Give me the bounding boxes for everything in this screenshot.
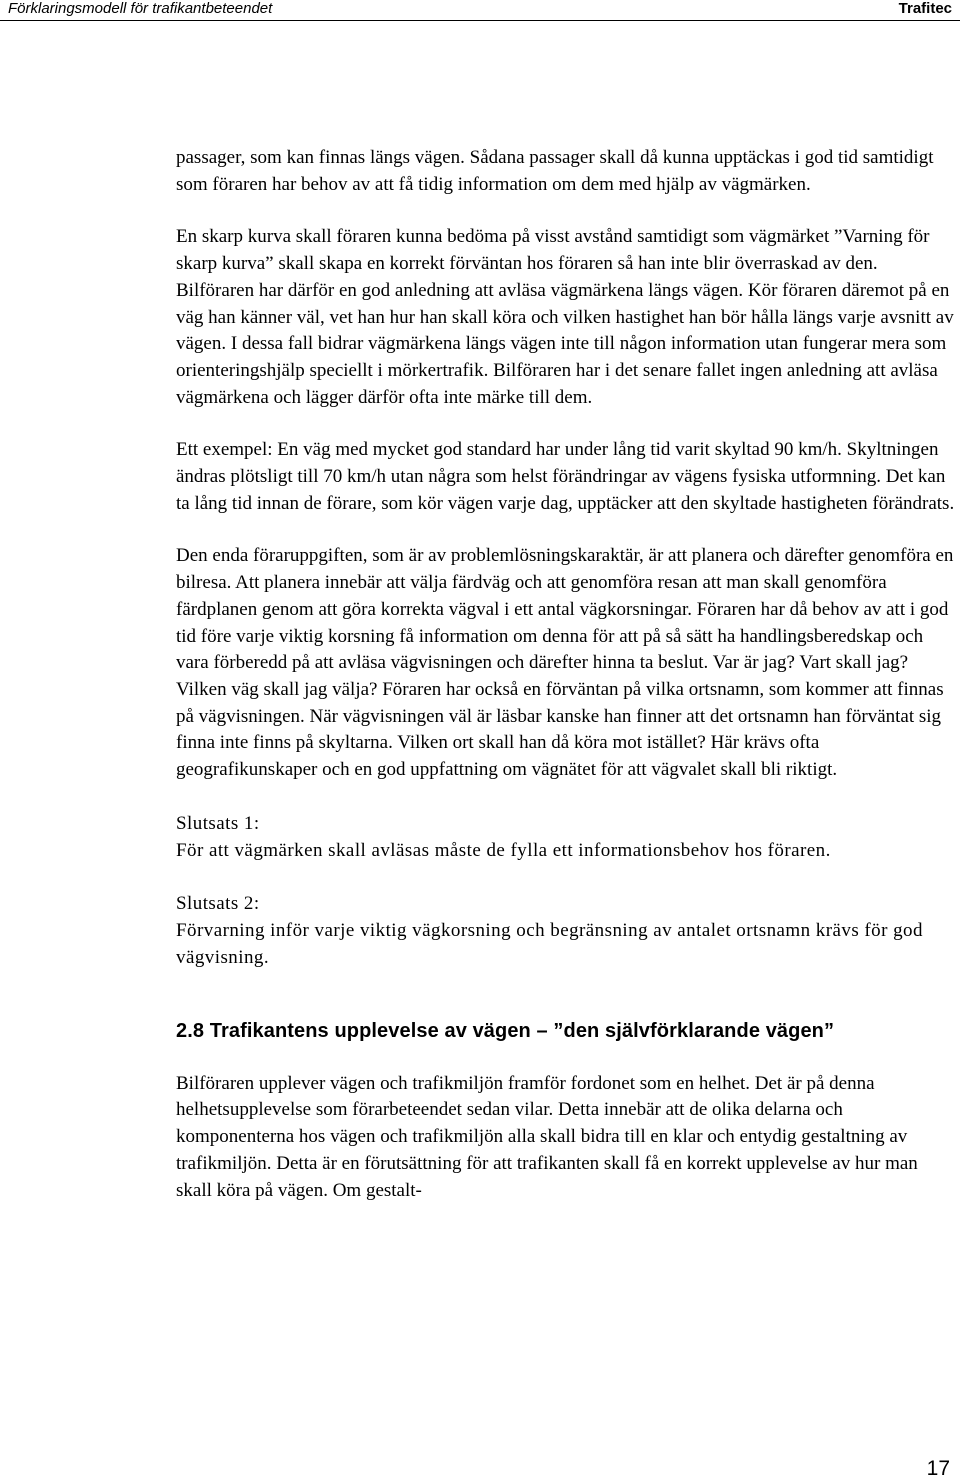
- conclusion-1: [176, 810, 956, 864]
- section-heading: 2.8 Trafikantens upplevelse av vägen – ”den självförklarande vägen”: [176, 1019, 835, 1042]
- conclusion-text: För att vägmärken skall avläsas måste de fylla ett informationsbehov hos föraren.: [176, 839, 831, 861]
- paragraph-passages: passager, som kan finnas längs vägen. Sådana passager skall då kunna upptäckas i god tid samtidigt som föraren har behov av att få tidig information om dem med hjälp av vägmärken.: [176, 147, 934, 195]
- header-document-title: Förklaringsmodell för trafikantbeteendet: [8, 0, 273, 17]
- conclusion-2: [176, 890, 956, 971]
- paragraph-sharp-curve: En skarp kurva skall föraren kunna bedöma på visst avstånd samtidigt som vägmärket ”Varning för skarp kurva” skall skapa en korrekt förväntan hos föraren så han inte blir överraskad av den. Bilföraren har därför en god anledning att avläsa vägmärkena längs vägen. Kör föraren däremot på en väg han känner väl, vet han hur han skall köra och vilken hastighet han bör hålla längs varje avsnitt av vägen. I dessa fall bidrar vägmärkena längs vägen inte till någon information utan fungerar mera som orienteringshjälp speciellt i mörkertrafik. Bilföraren har i det senare fallet ingen anledning att avläsa vägmärkena och lägger därför ofta inte märke till dem.: [176, 226, 954, 408]
- paragraph-example: Ett exempel: En väg med mycket god standard har under lång tid varit skyltad 90 km/h. Skyltningen ändras plötsligt till 70 km/h utan några som helst förändringar av vägens fysiska utformning. Det kan ta lång tid innan de förare, som kör vägen varje dag, upptäcker att den skyltade hastigheten förändrats.: [176, 439, 955, 514]
- conclusion-text: Förvarning inför varje viktig vägkorsning och begränsning av antalet ortsnamn krävs för god vägvisning.: [176, 919, 923, 968]
- page-content: [176, 145, 956, 1204]
- header-publisher: Trafitec: [898, 0, 952, 17]
- page-header: [0, 0, 960, 22]
- header-rule: [0, 20, 960, 21]
- paragraph-self-explaining-road: Bilföraren upplever vägen och trafikmiljön framför fordonet som en helhet. Det är på denna helhetsupplevelse som förarbeteendet sedan vilar. Detta innebär att de olika delarna och komponenterna hos vägen och trafikmiljön alla skall bidra till en klar och entydig gestaltning av trafikmiljön. Detta är en förutsättning för att trafikanten skall få en korrekt upplevelse av hur man skall köra på vägen. Om gestalt-: [176, 1072, 918, 1201]
- page-number: 17: [926, 1457, 950, 1480]
- paragraph-route-planning: Den enda föraruppgiften, som är av problemlösningskaraktär, är att planera och därefter genomföra en bilresa. Att planera innebär att välja färdväg och att genomföra resan att man skall genomföra färdplanen genom att göra korrekta vägval i ett antal vägkorsningar. Föraren har då behov av att i god tid före varje viktig korsning få information om denna för att på så sätt ha handlingsberedskap och vara förberedd på att avläsa vägvisningen och därefter hinna ta beslut. Var är jag? Vart skall jag? Vilken väg skall jag välja? Föraren har också en förväntan på vilka ortsnamn, som kommer att finnas på vägvisningen. När vägvisningen väl är läsbar kanske han finner att det ortsnamn han förväntat sig finna inte finns på skyltarna. Vilken ort skall han då köra mot istället? Här krävs ofta geografikunskaper och en god uppfattning om vägnätet för att vägvalet skall bli riktigt.: [176, 545, 954, 781]
- conclusion-label: Slutsats 2:: [176, 892, 260, 914]
- conclusion-label: Slutsats 1:: [176, 812, 260, 834]
